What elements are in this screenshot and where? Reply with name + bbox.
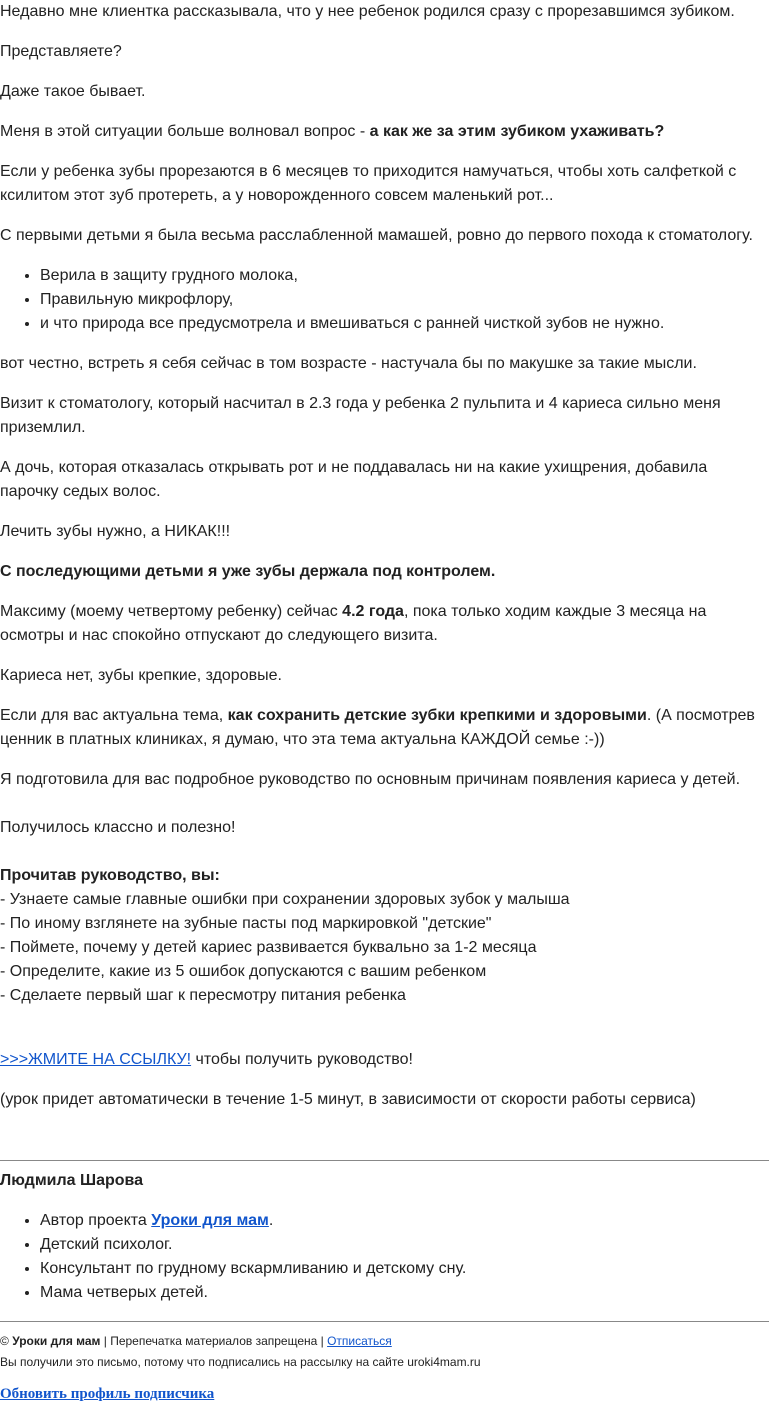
story-paragraph-10: Лечить зубы нужно, а НИКАК!!! [0, 523, 231, 540]
story-paragraph-9: А дочь, которая отказалась открывать рот и не поддавалась ни на какие ухищрения, добавила парочку седых волос. [0, 459, 708, 500]
delivery-note: (урок придет автоматически в течение 1-5 минут, в зависимости от скорости работы сервиса) [0, 1091, 696, 1108]
list-item [40, 1209, 769, 1233]
intro-paragraph-1: Недавно мне клиентка рассказывала, что у нее ребенок родился сразу с прорезавшимся зубиком. [0, 3, 735, 20]
list-item: - По иному взглянете на зубные пасты под маркировкой "детские" [0, 915, 492, 932]
list-item: - Сделаете первый шаг к пересмотру питания ребенка [0, 987, 406, 1004]
list-item: - Определите, какие из 5 ошибок допускаются с вашим ребенком [0, 963, 487, 980]
intro-question-prefix: Меня в этой ситуации больше волновал вопрос - [0, 123, 370, 140]
topic-bold: как сохранить детские зубки крепкими и здоровыми [227, 707, 647, 724]
story-paragraph-16: Получилось классно и полезно! [0, 819, 236, 836]
beliefs-list [0, 264, 769, 336]
footer-copyright [0, 1333, 769, 1349]
guide-benefits-list [0, 888, 769, 1008]
intro-question-paragraph [0, 120, 769, 144]
author-role-prefix: Автор проекта [40, 1212, 152, 1229]
list-item: • и что природа все предусмотрела и вмешиваться с ранней чисткой зубов не нужно. [40, 312, 769, 336]
story-paragraph-13: Кариеса нет, зубы крепкие, здоровые. [0, 667, 282, 684]
story-paragraph-8: Визит к стоматологу, который насчитал в 2.3 года у ребенка 2 пульпита и 4 кариеса сильно меня приземлил. [0, 395, 721, 436]
list-item: • Консультант по грудному вскармливанию и детскому сну. [40, 1257, 769, 1281]
story-paragraph-7: вот честно, встреть я себя сейчас в том возрасте - настучала бы по макушке за такие мысли. [0, 355, 697, 372]
story-paragraph-15: Я подготовила для вас подробное руководство по основным причинам появления кариеса у детей. [0, 771, 741, 788]
footer-profile-paragraph [0, 1384, 769, 1404]
cta-link[interactable]: >>>ЖМИТЕ НА ССЫЛКУ! [0, 1051, 192, 1068]
intro-paragraph-6: С первыми детьми я была весьма расслабленной мамашей, ровно до первого похода к стоматологу. [0, 227, 753, 244]
intro-paragraph-5: Если у ребенка зубы прорезаются в 6 месяцев то приходится намучаться, чтобы хоть салфеткой с ксилитом этот зуб протереть, а у новорожденного совсем маленький рот... [0, 163, 737, 204]
intro-question-bold: а как же за этим зубиком ухаживать? [369, 123, 665, 140]
maxim-suffix: , пока только ходим каждые 3 месяца на осмотры и нас спокойно отпускают до следующего визита. [0, 603, 707, 644]
spacer [0, 1305, 769, 1321]
divider [0, 1160, 769, 1161]
author-bio-list [0, 1209, 769, 1305]
topic-suffix: . (А посмотрев ценник в платных клиниках, я думаю, что эта тема актуальна КАЖДОЙ семье :-)) [0, 707, 755, 748]
story-maxim-paragraph [0, 600, 769, 648]
footer-brand: Уроки для мам [12, 1334, 101, 1348]
list-item: - Поймете, почему у детей кариес развивается буквально за 1-2 месяца [0, 939, 537, 956]
cta-suffix: чтобы получить руководство! [191, 1051, 413, 1068]
footer-notice: Вы получили это письмо, потому что подписались на рассылку на сайте uroki4mam.ru [0, 1355, 481, 1369]
spacer [0, 1112, 769, 1160]
list-item: • Правильную микрофлору, [40, 288, 769, 312]
unsubscribe-link[interactable]: Отписаться [327, 1334, 392, 1348]
list-item: • Мама четверых детей. [40, 1281, 769, 1305]
story-bold-paragraph: С последующими детьми я уже зубы держала под контролем. [0, 563, 496, 580]
author-name: Людмила Шарова [0, 1172, 144, 1189]
maxim-age: 4.2 года [342, 603, 404, 620]
topic-prefix: Если для вас актуальна тема, [0, 707, 228, 724]
guide-heading: Прочитав руководство, вы: [0, 867, 220, 884]
intro-paragraph-2: Представляете? [0, 43, 122, 60]
project-link[interactable]: Уроки для мам [151, 1212, 269, 1229]
author-role-suffix: . [268, 1212, 274, 1229]
maxim-prefix: Максиму (моему четвертому ребенку) сейчас [0, 603, 343, 620]
copyright-symbol: © [0, 1334, 13, 1348]
cta-paragraph [0, 1048, 769, 1072]
update-profile-link[interactable]: Обновить профиль подписчика [0, 1386, 215, 1402]
list-item: - Узнаете самые главные ошибки при сохранении здоровых зубок у малыша [0, 891, 570, 908]
footer-separator: | Перепечатка материалов запрещена | [100, 1334, 328, 1348]
intro-paragraph-3: Даже такое бывает. [0, 83, 146, 100]
story-topic-paragraph [0, 704, 769, 752]
list-item: • Верила в защиту грудного молока, [40, 264, 769, 288]
divider [0, 1321, 769, 1322]
list-item: • Детский психолог. [40, 1233, 769, 1257]
